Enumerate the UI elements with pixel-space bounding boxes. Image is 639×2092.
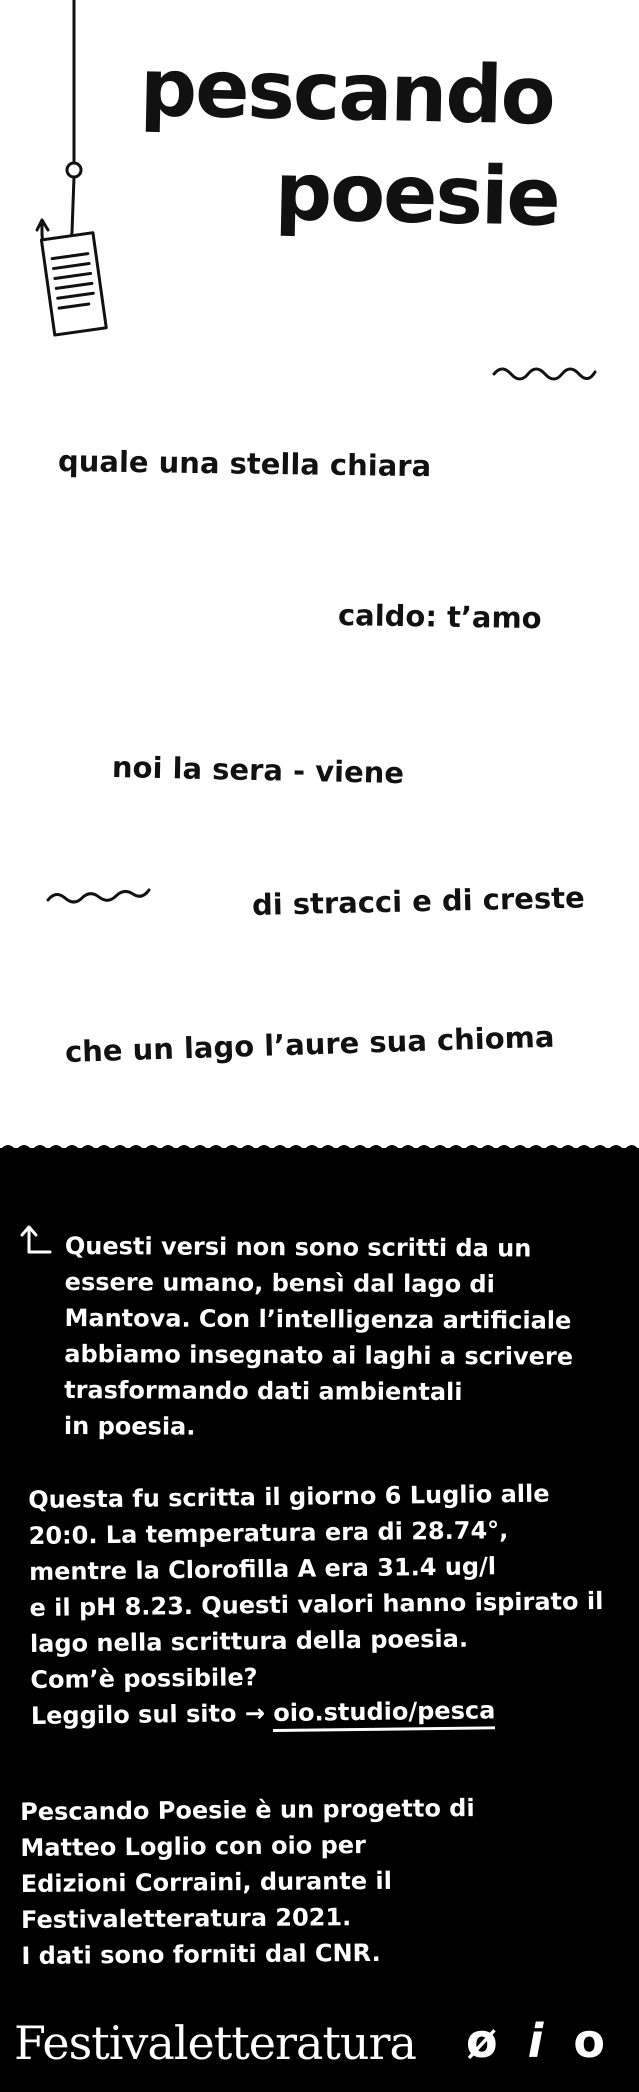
data-paragraph: [28, 1475, 605, 1734]
credits-line: Edizioni Corraini, durante il: [20, 1866, 392, 1898]
intro-line: Mantova. Con l’intelligenza artificiale: [64, 1303, 572, 1335]
squiggle-decoration-icon: [46, 886, 151, 906]
intro-line: trasformando dati ambientali: [64, 1375, 463, 1407]
data-line: e il pH 8.23. Questi valori hanno ispirato il: [29, 1586, 604, 1622]
festivaletteratura-logo: Festivaletteratura: [14, 2016, 416, 2070]
data-line: Com’è possibile?: [30, 1663, 258, 1694]
oio-logo-char: i: [527, 2014, 546, 2068]
poem-verse: quale una stella chiara: [57, 444, 432, 484]
intro-paragraph: [64, 1228, 574, 1447]
data-line: 20:0. La temperatura era di 28.74°,: [28, 1516, 509, 1550]
data-line: mentre la Clorofilla A era 31.4 ug/l: [28, 1552, 497, 1586]
credits-paragraph: [20, 1790, 476, 1974]
poem-verse: che un lago l’aure sua chioma: [64, 1019, 555, 1069]
intro-line: in poesia.: [63, 1411, 196, 1441]
title-line-1: pescando: [139, 41, 555, 143]
oio-logo-char: o: [573, 2014, 607, 2068]
oio-logo: [466, 2014, 607, 2068]
credits-line: Matteo Loglio con oio per: [20, 1830, 367, 1862]
intro-line: abbiamo insegnato ai laghi a scrivere: [64, 1339, 574, 1371]
oio-logo-char: ø: [466, 2014, 500, 2068]
site-link[interactable]: oio.studio/pesca: [273, 1696, 495, 1732]
arrow-up-left-icon: [20, 1222, 54, 1256]
wave-divider: [0, 1138, 639, 1160]
credits-line: I dati sono forniti dal CNR.: [21, 1938, 381, 1970]
squiggle-decoration-icon: [492, 362, 597, 382]
title-line-2: poesie: [274, 145, 560, 244]
poem-verse: caldo: t’amo: [337, 598, 542, 636]
read-more-prefix: Leggilo sul sito →: [30, 1699, 274, 1730]
read-more-line: [31, 1691, 605, 1734]
poem-verse: noi la sera - viene: [111, 750, 405, 791]
credits-line: Festivaletteratura 2021.: [20, 1903, 352, 1934]
data-line: Questa fu scritta il giorno 6 Luglio alle: [28, 1479, 550, 1514]
fishing-hook-with-paper-icon: [28, 0, 118, 345]
credits-line: Pescando Poesie è un progetto di: [20, 1794, 475, 1826]
intro-line: Questi versi non sono scritti da un: [64, 1232, 532, 1263]
intro-line: essere umano, bensì dal lago di: [64, 1267, 495, 1299]
poem-verse: di stracci e di creste: [251, 880, 586, 922]
data-line: lago nella scrittura della poesia.: [29, 1624, 469, 1658]
